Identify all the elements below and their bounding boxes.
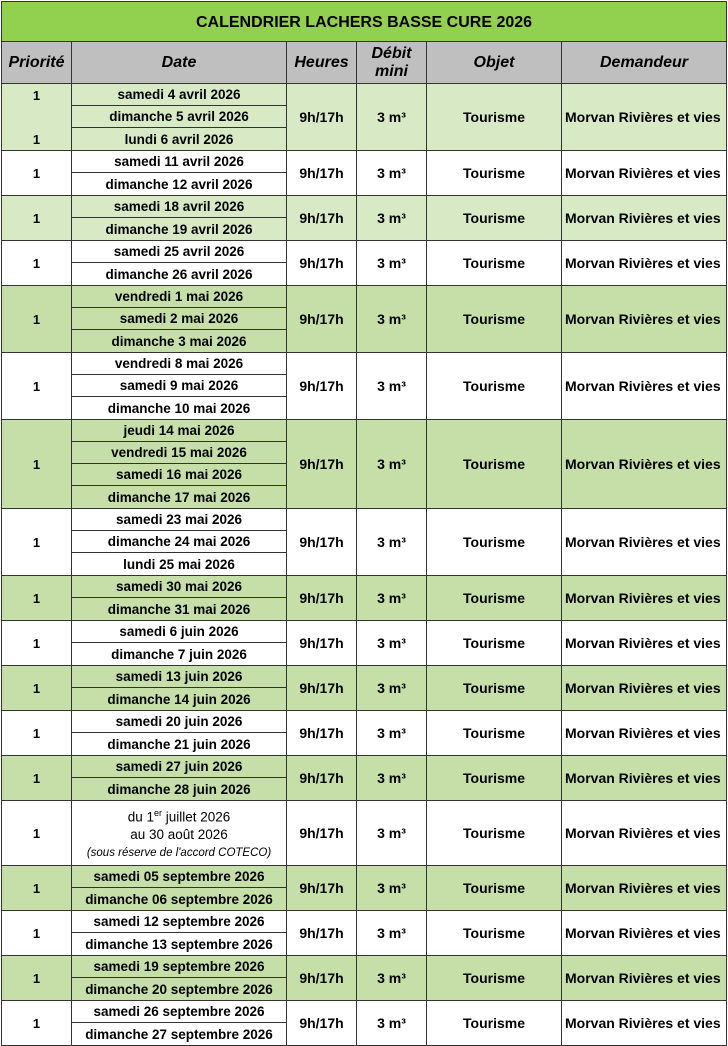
- objet-cell: Tourisme: [427, 576, 562, 620]
- date-entry: dimanche 27 septembre 2026: [85, 1026, 273, 1042]
- table-row-group: [1, 621, 727, 666]
- date-entry: vendredi 1 mai 2026: [72, 286, 286, 308]
- date-entry: dimanche 14 juin 2026: [107, 691, 251, 707]
- debit-cell: 3 m³: [357, 196, 427, 240]
- date-entry: dimanche 10 mai 2026: [107, 400, 251, 416]
- priorite-cell: 1: [2, 576, 72, 620]
- debit-cell: 3 m³: [357, 756, 427, 800]
- demandeur-cell: Morvan Rivières et vies: [565, 925, 721, 941]
- demandeur-cell: Morvan Rivières et vies: [565, 255, 721, 271]
- heures-cell: 9h/17h: [287, 756, 357, 800]
- objet-cell: Tourisme: [427, 151, 562, 195]
- table-row-group: [1, 286, 727, 353]
- priorite-cell: 1: [2, 801, 72, 865]
- priorite-cell: 1: [2, 151, 72, 195]
- date-entry: dimanche 19 avril 2026: [105, 221, 253, 237]
- date-entry: samedi 20 juin 2026: [72, 711, 286, 733]
- demandeur-cell: Morvan Rivières et vies: [565, 725, 721, 741]
- date-cell: [72, 666, 287, 710]
- objet-cell: Tourisme: [427, 241, 562, 285]
- priorite-cell: 1: [2, 241, 72, 285]
- date-entry: jeudi 14 mai 2026: [72, 420, 286, 442]
- heures-cell: 9h/17h: [287, 1001, 357, 1045]
- objet-cell: Tourisme: [427, 866, 562, 910]
- date-entry: samedi 05 septembre 2026: [72, 866, 286, 888]
- date-entry: dimanche 28 juin 2026: [107, 781, 251, 797]
- heures-cell: 9h/17h: [287, 151, 357, 195]
- priorite-value: 1: [32, 87, 41, 103]
- priorite-cell: 1: [2, 621, 72, 665]
- priorite-cell: 1: [2, 866, 72, 910]
- date-range-end: au 30 août 2026: [130, 827, 228, 843]
- date-range-start-prefix: du 1: [127, 809, 154, 825]
- date-cell: [72, 84, 287, 150]
- date-cell: [72, 866, 287, 910]
- table-row-group: [1, 956, 727, 1001]
- date-cell: [72, 286, 287, 352]
- table-row-group: [1, 241, 727, 286]
- debit-cell: 3 m³: [357, 1001, 427, 1045]
- demandeur-cell: Morvan Rivières et vies: [565, 970, 721, 986]
- date-entry: samedi 4 avril 2026: [72, 84, 286, 106]
- priorite-cell: 1: [2, 509, 72, 575]
- objet-cell: Tourisme: [427, 621, 562, 665]
- heures-cell: 9h/17h: [287, 420, 357, 508]
- table-row-group: [1, 666, 727, 711]
- heures-cell: 9h/17h: [287, 666, 357, 710]
- heures-cell: 9h/17h: [287, 711, 357, 755]
- demandeur-cell: Morvan Rivières et vies: [565, 165, 721, 181]
- heures-cell: 9h/17h: [287, 509, 357, 575]
- date-cell: [72, 801, 287, 865]
- date-entry: dimanche 20 septembre 2026: [85, 981, 273, 997]
- date-cell: [72, 241, 287, 285]
- debit-cell: 3 m³: [357, 711, 427, 755]
- date-entry: vendredi 15 mai 2026: [72, 442, 286, 464]
- table-row-group: [1, 801, 727, 866]
- header-debit-line1: Débit: [371, 44, 412, 62]
- demandeur-cell: Morvan Rivières et vies: [565, 1015, 721, 1031]
- priorite-cell: 1: [2, 956, 72, 1000]
- date-cell: [72, 151, 287, 195]
- date-cell: [72, 196, 287, 240]
- heures-cell: 9h/17h: [287, 84, 357, 150]
- date-entry: samedi 12 septembre 2026: [72, 911, 286, 933]
- objet-cell: Tourisme: [427, 420, 562, 508]
- header-priorite: Priorité: [2, 42, 72, 83]
- date-range-text: [87, 804, 271, 863]
- table-row-group: [1, 576, 727, 621]
- date-cell: [72, 420, 287, 508]
- table-row-group: [1, 711, 727, 756]
- demandeur-cell: Morvan Rivières et vies: [565, 635, 721, 651]
- priorite-cell: 1: [2, 711, 72, 755]
- date-entry: lundi 6 avril 2026: [124, 131, 234, 147]
- date-entry: samedi 23 mai 2026: [72, 509, 286, 531]
- table-body: [1, 84, 727, 1046]
- objet-cell: Tourisme: [427, 84, 562, 150]
- table-row-group: [1, 911, 727, 956]
- header-debit: [357, 42, 427, 83]
- ordinal-suffix: er: [153, 807, 162, 818]
- debit-cell: 3 m³: [357, 866, 427, 910]
- date-entry: samedi 9 mai 2026: [72, 375, 286, 397]
- debit-cell: 3 m³: [357, 84, 427, 150]
- date-range-start-suffix: juillet 2026: [161, 809, 231, 825]
- date-entry: dimanche 21 juin 2026: [107, 736, 251, 752]
- date-cell: [72, 1001, 287, 1045]
- demandeur-cell: Morvan Rivières et vies: [565, 210, 721, 226]
- demandeur-cell: Morvan Rivières et vies: [565, 825, 721, 841]
- date-cell: [72, 509, 287, 575]
- date-entry: dimanche 13 septembre 2026: [85, 936, 273, 952]
- date-entry: dimanche 24 mai 2026: [72, 531, 286, 553]
- date-cell: [72, 911, 287, 955]
- header-debit-line2: mini: [375, 62, 408, 80]
- date-entry: samedi 11 avril 2026: [72, 151, 286, 173]
- table-row-group: [1, 353, 727, 420]
- date-entry: samedi 19 septembre 2026: [72, 956, 286, 978]
- date-entry: samedi 27 juin 2026: [72, 756, 286, 778]
- date-entry: dimanche 17 mai 2026: [107, 489, 251, 505]
- demandeur-cell: Morvan Rivières et vies: [565, 534, 721, 550]
- objet-cell: Tourisme: [427, 196, 562, 240]
- objet-cell: Tourisme: [427, 353, 562, 419]
- heures-cell: 9h/17h: [287, 801, 357, 865]
- date-entry: samedi 26 septembre 2026: [72, 1001, 286, 1023]
- priorite-cell: 1: [2, 756, 72, 800]
- demandeur-cell: Morvan Rivières et vies: [565, 770, 721, 786]
- header-heures: Heures: [287, 42, 357, 83]
- date-cell: [72, 711, 287, 755]
- date-cell: [72, 621, 287, 665]
- date-entry: vendredi 8 mai 2026: [72, 353, 286, 375]
- demandeur-cell: Morvan Rivières et vies: [565, 456, 721, 472]
- date-entry: samedi 25 avril 2026: [72, 241, 286, 263]
- heures-cell: 9h/17h: [287, 196, 357, 240]
- demandeur-cell: Morvan Rivières et vies: [565, 109, 721, 125]
- objet-cell: Tourisme: [427, 509, 562, 575]
- heures-cell: 9h/17h: [287, 866, 357, 910]
- debit-cell: 3 m³: [357, 353, 427, 419]
- demandeur-cell: Morvan Rivières et vies: [565, 680, 721, 696]
- date-entry: samedi 13 juin 2026: [72, 666, 286, 688]
- objet-cell: Tourisme: [427, 756, 562, 800]
- table-header: [1, 42, 727, 84]
- debit-cell: 3 m³: [357, 911, 427, 955]
- date-range-note: (sous réserve de l'accord COTECO): [86, 847, 272, 860]
- priorite-cell: 1: [2, 196, 72, 240]
- objet-cell: Tourisme: [427, 286, 562, 352]
- date-entry: samedi 2 mai 2026: [72, 308, 286, 330]
- table-row-group: [1, 509, 727, 576]
- date-entry: dimanche 26 avril 2026: [105, 266, 253, 282]
- date-cell: [72, 576, 287, 620]
- priorite-cell: [2, 84, 72, 150]
- debit-cell: 3 m³: [357, 621, 427, 665]
- objet-cell: Tourisme: [427, 666, 562, 710]
- header-date: Date: [72, 42, 287, 83]
- date-entry: dimanche 06 septembre 2026: [85, 891, 273, 907]
- debit-cell: 3 m³: [357, 509, 427, 575]
- debit-cell: 3 m³: [357, 956, 427, 1000]
- debit-cell: 3 m³: [357, 666, 427, 710]
- page-title: CALENDRIER LACHERS BASSE CURE 2026: [1, 1, 727, 42]
- table-row-group: [1, 420, 727, 509]
- table-row-group: [1, 84, 727, 151]
- date-entry: lundi 25 mai 2026: [123, 556, 235, 572]
- date-entry: samedi 30 mai 2026: [72, 576, 286, 598]
- debit-cell: 3 m³: [357, 151, 427, 195]
- date-cell: [72, 353, 287, 419]
- demandeur-cell: Morvan Rivières et vies: [565, 311, 721, 327]
- priorite-cell: 1: [2, 666, 72, 710]
- objet-cell: Tourisme: [427, 911, 562, 955]
- table-row-group: [1, 866, 727, 911]
- priorite-value: [2, 106, 71, 128]
- heures-cell: 9h/17h: [287, 576, 357, 620]
- table-row-group: [1, 756, 727, 801]
- objet-cell: Tourisme: [427, 801, 562, 865]
- priorite-cell: 1: [2, 353, 72, 419]
- demandeur-cell: Morvan Rivières et vies: [565, 378, 721, 394]
- header-demandeur: Demandeur: [599, 53, 689, 71]
- debit-cell: 3 m³: [357, 576, 427, 620]
- priorite-cell: 1: [2, 286, 72, 352]
- heures-cell: 9h/17h: [287, 353, 357, 419]
- objet-cell: Tourisme: [427, 956, 562, 1000]
- date-entry: dimanche 12 avril 2026: [105, 176, 253, 192]
- date-entry: dimanche 5 avril 2026: [72, 106, 286, 128]
- calendar-sheet: [1, 1, 727, 1042]
- debit-cell: 3 m³: [357, 420, 427, 508]
- header-objet: Objet: [427, 42, 562, 83]
- date-cell: [72, 956, 287, 1000]
- priorite-cell: 1: [2, 1001, 72, 1045]
- debit-cell: 3 m³: [357, 241, 427, 285]
- date-entry: dimanche 31 mai 2026: [107, 601, 251, 617]
- debit-cell: 3 m³: [357, 801, 427, 865]
- heures-cell: 9h/17h: [287, 956, 357, 1000]
- demandeur-cell: Morvan Rivières et vies: [565, 880, 721, 896]
- date-entry: samedi 18 avril 2026: [72, 196, 286, 218]
- priorite-cell: 1: [2, 911, 72, 955]
- date-entry: samedi 16 mai 2026: [72, 464, 286, 486]
- date-entry: dimanche 3 mai 2026: [111, 333, 247, 349]
- date-entry: samedi 6 juin 2026: [72, 621, 286, 643]
- date-entry: dimanche 7 juin 2026: [111, 646, 247, 662]
- table-row-group: [1, 151, 727, 196]
- heures-cell: 9h/17h: [287, 911, 357, 955]
- table-row-group: [1, 196, 727, 241]
- priorite-value: 1: [32, 131, 41, 147]
- heures-cell: 9h/17h: [287, 241, 357, 285]
- objet-cell: Tourisme: [427, 1001, 562, 1045]
- heures-cell: 9h/17h: [287, 621, 357, 665]
- debit-cell: 3 m³: [357, 286, 427, 352]
- priorite-cell: 1: [2, 420, 72, 508]
- demandeur-cell: Morvan Rivières et vies: [565, 590, 721, 606]
- date-range-start: [87, 804, 271, 827]
- date-cell: [72, 756, 287, 800]
- heures-cell: 9h/17h: [287, 286, 357, 352]
- objet-cell: Tourisme: [427, 711, 562, 755]
